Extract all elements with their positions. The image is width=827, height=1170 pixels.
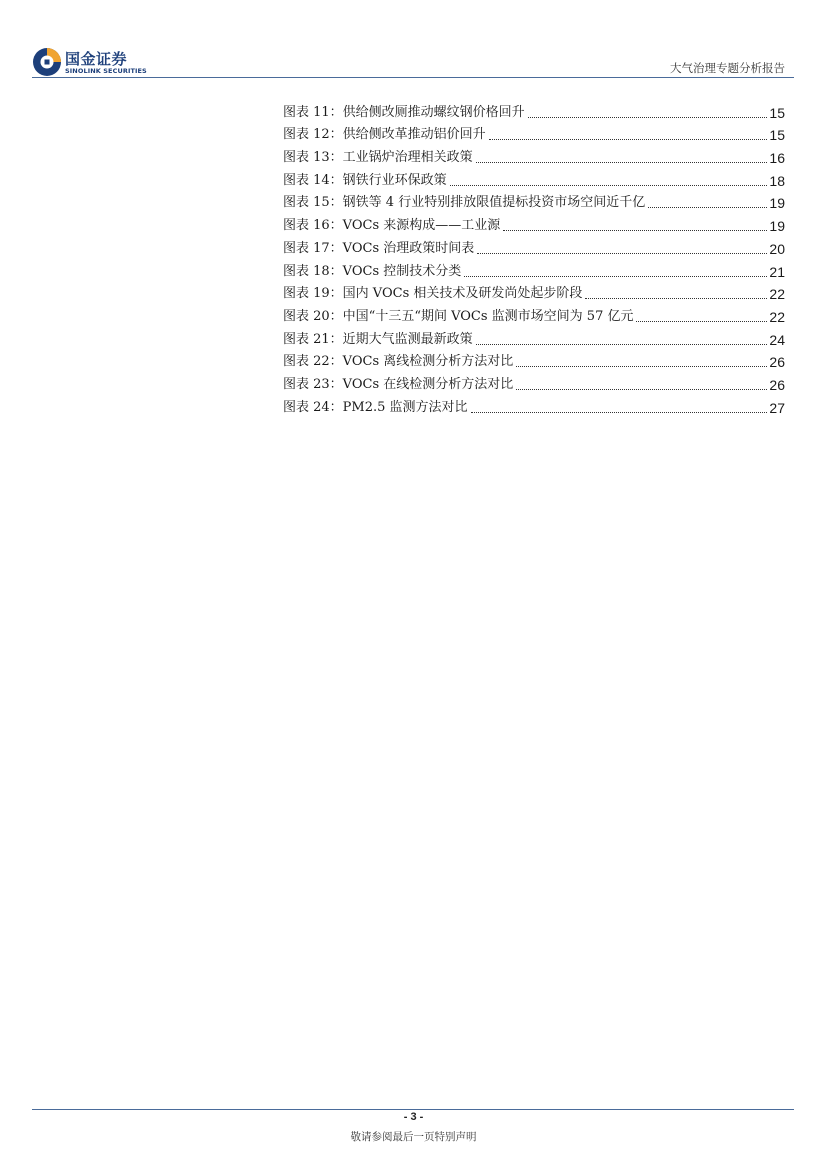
toc-entry[interactable] (283, 326, 785, 349)
toc-entry[interactable] (283, 281, 785, 304)
toc-entry[interactable] (283, 394, 785, 417)
toc-entry-page[interactable]: 19 (769, 218, 785, 235)
toc-entry-label[interactable]: 图表 23：VOCs 在线检测分析方法对比 (283, 376, 514, 392)
toc-entry[interactable] (283, 349, 785, 372)
toc-dot-leader (503, 230, 767, 231)
toc-entry-label[interactable]: 图表 19：国内 VOCs 相关技术及研发尚处起步阶段 (283, 286, 583, 302)
toc-entry-label[interactable]: 图表 18：VOCs 控制技术分类 (283, 263, 462, 279)
logo-chinese-name: 国金证券 (65, 50, 128, 68)
toc-entry-page[interactable]: 27 (769, 399, 785, 416)
toc-dot-leader (476, 162, 768, 163)
toc-entry-label[interactable]: 图表 21：近期大气监测最新政策 (283, 331, 473, 347)
table-of-figures (283, 99, 785, 417)
toc-entry-label[interactable]: 图表 13：工业锅炉治理相关政策 (283, 150, 473, 166)
toc-entry[interactable] (283, 167, 785, 190)
toc-entry-page[interactable]: 26 (769, 376, 785, 393)
footer-divider (32, 1109, 794, 1110)
toc-dot-leader (516, 389, 767, 390)
toc-entry-page[interactable]: 22 (769, 308, 785, 325)
toc-entry-label[interactable]: 图表 20：中国“十三五“期间 VOCs 监测市场空间为 57 亿元 (283, 308, 634, 324)
sinolink-logo-icon (32, 47, 62, 77)
toc-entry-page[interactable]: 18 (769, 172, 785, 189)
company-logo (32, 47, 162, 79)
report-title: 大气治理专题分析报告 (670, 61, 785, 75)
toc-dot-leader (477, 253, 767, 254)
toc-dot-leader (528, 117, 768, 118)
toc-dot-leader (476, 344, 768, 345)
toc-entry-page[interactable]: 22 (769, 286, 785, 303)
toc-dot-leader (464, 276, 767, 277)
toc-entry[interactable] (283, 190, 785, 213)
toc-entry-page[interactable]: 19 (769, 195, 785, 212)
toc-entry-label[interactable]: 图表 15：钢铁等 4 行业特别排放限值提标投资市场空间近千亿 (283, 195, 646, 211)
toc-dot-leader (450, 185, 768, 186)
toc-entry[interactable] (283, 235, 785, 258)
toc-entry-label[interactable]: 图表 24：PM2.5 监测方法对比 (283, 399, 468, 415)
toc-entry[interactable] (283, 99, 785, 122)
toc-entry-label[interactable]: 图表 17：VOCs 治理政策时间表 (283, 240, 475, 256)
toc-entry[interactable] (283, 258, 785, 281)
toc-entry[interactable] (283, 303, 785, 326)
page-number: - 3 - (403, 1111, 424, 1123)
logo-english-name: SINOLINK SECURITIES (65, 67, 147, 75)
toc-entry-label[interactable]: 图表 12：供给侧改革推动铝价回升 (283, 127, 486, 143)
toc-entry-label[interactable]: 图表 11：供给侧改厕推动螺纹钢价格回升 (283, 104, 525, 120)
toc-entry[interactable] (283, 371, 785, 394)
toc-entry-page[interactable]: 15 (769, 127, 785, 144)
toc-entry[interactable] (283, 122, 785, 145)
footer-disclaimer: 敬请参阅最后一页特别声明 (350, 1131, 477, 1143)
toc-dot-leader (585, 298, 767, 299)
toc-dot-leader (489, 139, 768, 140)
toc-entry[interactable] (283, 144, 785, 167)
toc-entry-label[interactable]: 图表 14：钢铁行业环保政策 (283, 172, 447, 188)
toc-entry-label[interactable]: 图表 16：VOCs 来源构成——工业源 (283, 218, 501, 234)
toc-entry-page[interactable]: 24 (769, 331, 785, 348)
toc-entry[interactable] (283, 212, 785, 235)
toc-entry-label[interactable]: 图表 22：VOCs 离线检测分析方法对比 (283, 354, 514, 370)
toc-dot-leader (648, 207, 767, 208)
toc-entry-page[interactable]: 21 (769, 263, 785, 280)
toc-entry-page[interactable]: 20 (769, 240, 785, 257)
header-divider (32, 77, 794, 78)
toc-entry-page[interactable]: 16 (769, 150, 785, 167)
toc-entry-page[interactable]: 15 (769, 104, 785, 121)
toc-dot-leader (636, 321, 767, 322)
toc-dot-leader (471, 412, 768, 413)
toc-dot-leader (516, 366, 767, 367)
toc-entry-page[interactable]: 26 (769, 354, 785, 371)
